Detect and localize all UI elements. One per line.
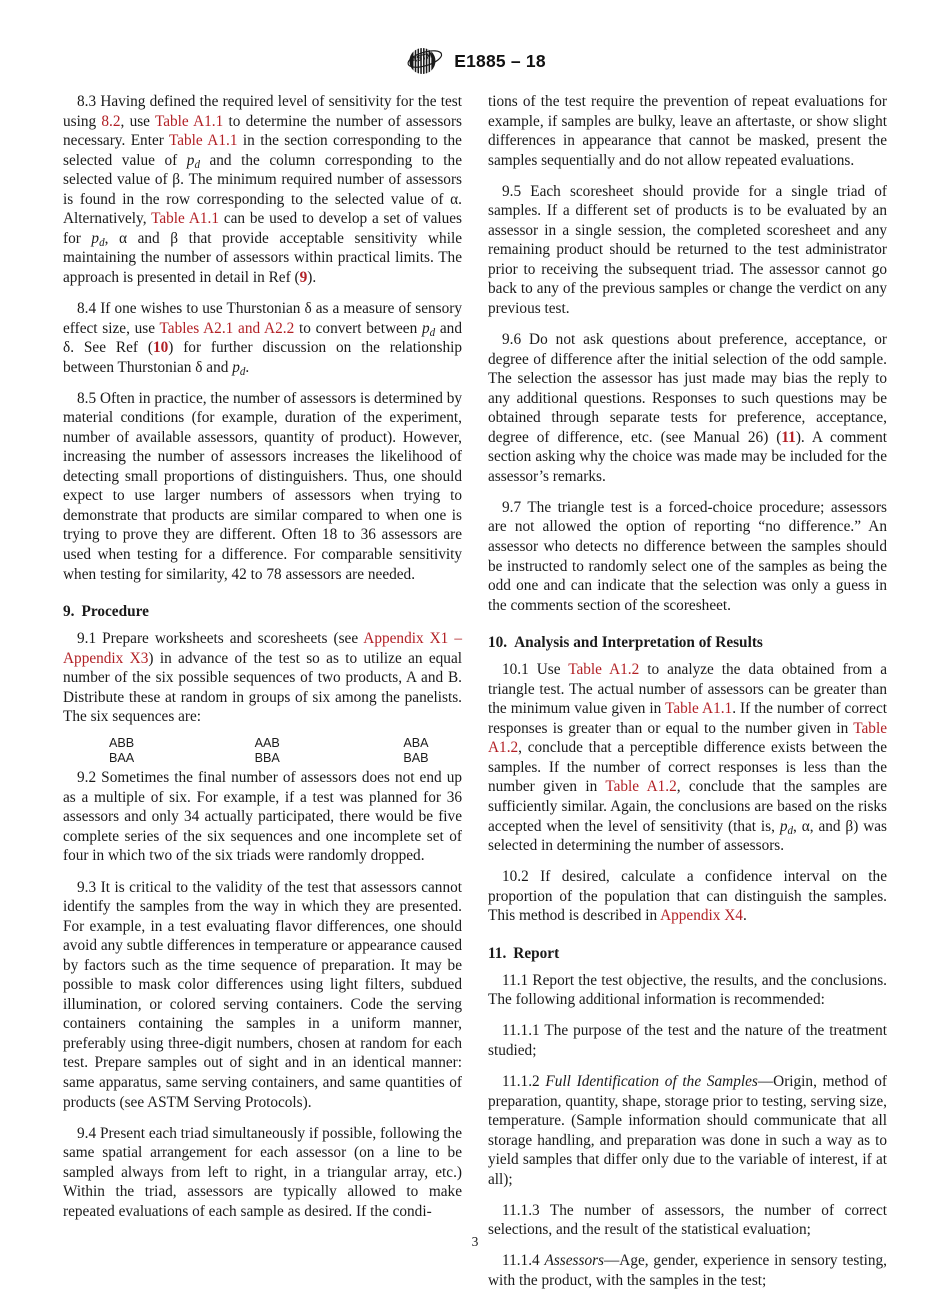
xref-table-a1-1[interactable]: Table A1.1 <box>665 700 733 718</box>
paragraph-11-1-1: 11.1.1 The purpose of the test and the nature of the treatment studied; <box>488 1022 887 1059</box>
section-number: 11. <box>488 944 507 962</box>
sequence-cell: BAB <box>403 751 429 766</box>
svg-text:ASTM: ASTM <box>410 50 434 65</box>
table-row <box>63 736 462 751</box>
text-run: 10.2 If desired, calculate a confidence interval on the proportion of the population that can distinguish the samples. This method is described in <box>488 868 887 925</box>
text-run: , α and β that provide acceptable sensitivity while maintaining the number of assessors within practical limits. The approach is presented in detail in Ref ( <box>63 229 462 286</box>
section-number: 10. <box>488 634 508 652</box>
text-run: and δ. See Ref ( <box>63 319 462 357</box>
text-run: ). <box>307 268 317 286</box>
text-run: —Origin, method of preparation, quantity, shape, storage prior to testing, serving size, temperature. (Sample information should communicate that all storage handling, and preparation was done in such a way as to yield samples that differ only due to the variable of interest, if at all); <box>488 1072 887 1188</box>
paragraph-8-4 <box>63 299 462 377</box>
term-full-identification: Full Identification of the Samples <box>545 1072 758 1090</box>
text-run: , conclude that the samples are sufficiently similar. Again, the conclusions are based on the risks accepted when the level of sensitivity (that is, <box>488 778 887 835</box>
xref-table-a1-2[interactable]: Table A1.2 <box>568 661 640 679</box>
xref-appendix-x1-x3[interactable]: Appendix X1 – Appendix X3 <box>63 630 462 667</box>
sequence-cell: AAB <box>254 735 280 750</box>
xref-table-a1-2[interactable]: Table A1.2 <box>605 778 677 796</box>
sequence-cell: ABB <box>109 735 135 750</box>
xref-ref-10[interactable]: 10 <box>152 339 169 357</box>
text-run: to analyze the data obtained from a triangle test. The actual number of assessors can be greater than the minimum value given in <box>488 661 887 718</box>
text-run: , α, and β) was selected in determining the number of assessors. <box>488 817 887 855</box>
text-run: in the section corresponding to the selected value of <box>63 132 462 169</box>
text-run: 11.1.2 <box>502 1072 546 1090</box>
text-run: 10.1 Use <box>502 661 569 679</box>
variable-pd: p <box>91 229 100 247</box>
section-title: Report <box>513 944 560 962</box>
subscript-d: d <box>429 326 436 339</box>
text-run: to convert between <box>294 319 422 337</box>
paragraph-8-3 <box>63 92 462 287</box>
xref-table-a1-1[interactable]: Table A1.1 <box>154 112 224 130</box>
sequence-table <box>63 736 462 766</box>
variable-pd: p <box>421 319 430 337</box>
text-run: ) for further discussion on the relationship between Thurstonian δ and <box>63 339 462 376</box>
paragraph-9-6 <box>488 330 887 486</box>
section-title: Procedure <box>81 603 149 621</box>
section-heading-11 <box>488 944 887 963</box>
paragraph-8-5: 8.5 Often in practice, the number of assessors is determined by material conditions (for example, duration of the experiment, number of available assessors, quantity of product). However, increasing the number of assessors increases the likelihood of detecting small proportions of distinguishers. Thus, one should expect to use larger numbers of assessors when trying to demonstrate that products are similar compared to when one is trying to prove they are different. Often 18 to 36 assessors are used when testing for a difference. For comparable sensitivity when testing for similarity, 42 to 78 assessors are needed. <box>63 389 462 583</box>
text-run: can be used to develop a set of values for <box>63 210 463 247</box>
variable-pd: p <box>232 358 240 376</box>
text-run: 11.1.4 <box>502 1252 545 1270</box>
subscript-d: d <box>787 824 794 837</box>
paragraph-11-1: 11.1 Report the test objective, the results, and the conclusions. The following additional information is recommended: <box>488 971 887 1009</box>
xref-table-a1-1[interactable]: Table A1.1 <box>168 132 238 150</box>
text-run: ). A comment section asking why the choice was made may be included for the assessor’s remarks. <box>488 428 887 485</box>
sequence-cell: BBA <box>254 751 280 766</box>
variable-pd: p <box>186 151 195 169</box>
text-run: . <box>742 907 747 925</box>
section-heading-10 <box>488 633 887 652</box>
text-run: 9.6 Do not ask questions about preference, acceptance, or degree of difference after the initial selection of the odd sample. The selection the assessor has just made may bias the reply to any additional questions. Responses to such questions may be obtained through separate tests for preference, acceptance, degree of difference, etc. (see Manual 26) ( <box>488 331 887 446</box>
paragraph-9-1 <box>63 629 462 727</box>
text-run: and the column corresponding to the selected value of β. The minimum required number of assessors is found in the row corresponding to the selected value of α. Alternatively, <box>63 151 462 228</box>
xref-tables-a2-1-a2-2[interactable]: Tables A2.1 and A2.2 <box>159 319 295 337</box>
page-number: 3 <box>471 1234 479 1249</box>
text-run: 8.3 Having defined the required level of sensitivity for the test using <box>63 93 462 130</box>
term-assessors: Assessors <box>544 1252 604 1270</box>
paragraph-9-4: 9.4 Present each triad simultaneously if possible, following the same spatial arrangement for each assessor (on a line to be sampled always from left to right, in a triangular array, etc.) Within the triad, assessors are typically allowed to make repeated evaluations of each sample as desired. If the condi- <box>63 1124 462 1220</box>
table-row <box>63 751 462 766</box>
xref-appendix-x4[interactable]: Appendix X4 <box>660 907 743 925</box>
xref-table-a1-2[interactable]: Table A1.2 <box>488 719 887 757</box>
astm-logo-icon <box>404 44 444 78</box>
text-run: —Age, gender, experience in sensory testing, with the product, with the samples in the test; <box>488 1252 888 1289</box>
subscript-d: d <box>239 365 246 378</box>
subscript-d: d <box>99 236 105 249</box>
standard-designation: E1885 – 18 <box>454 50 546 71</box>
section-title: Analysis and Interpretation of Results <box>514 634 763 652</box>
xref-8-2[interactable]: 8.2 <box>101 112 121 130</box>
text-run: to determine the number of assessors necessary. Enter <box>63 112 462 150</box>
page-header <box>0 44 950 78</box>
paragraph-11-1-3: 11.1.3 The number of assessors, the number of correct selections, and the result of the statistical evaluation; <box>488 1201 887 1239</box>
paragraph-9-4-continued: tions of the test require the prevention of repeat evaluations for example, if samples are bulky, leave an aftertaste, or show slight differences in appearance that cannot be masked, present the samples sequentially and do not allow repeated evaluations. <box>488 93 887 169</box>
paragraph-9-3: 9.3 It is critical to the validity of the test that assessors cannot identify the samples from the way in which they are presented. For example, in a test evaluating flavor differences, one should avoid any subtle differences in temperature or appearance caused by factors such as the time sequence of preparation. It may be possible to mask color differences using light filters, subdued illumination, or colored serving containers. Code the serving containers containing the samples in a uniform manner, preferably using three-digit numbers, chosen at random for each test. Prepare samples out of sight and in an identical manner: same apparatus, same serving containers, and same quantities of products (see ASTM Serving Protocols). <box>63 878 462 1111</box>
sequence-cell: ABA <box>403 735 429 750</box>
left-column <box>63 92 462 1290</box>
paragraph-9-7: 9.7 The triangle test is a forced-choice procedure; assessors are not allowed the option of reporting “no difference.” An assessor who detects no difference between the samples should be instructed to randomly select one of the samples as being the odd one and can indicate that the selection was only a guess in the comments section of the scoresheet. <box>488 498 887 614</box>
text-run: , conclude that a perceptible difference exists between the samples. If the number of correct responses is less than the number given in <box>488 739 887 796</box>
subscript-d: d <box>194 158 200 171</box>
text-run: . If the number of correct responses is greater than or equal to the number given in <box>488 700 887 737</box>
xref-ref-9[interactable]: 9 <box>299 268 308 286</box>
paragraph-9-2: 9.2 Sometimes the final number of assessors does not end up as a multiple of six. For example, if a test was planned for 36 assessors and only 34 actually participated, there would be five complete series of the six sequences and one incomplete set of four in which two of the six triads were randomly dropped. <box>63 769 462 865</box>
page-footer <box>0 1234 950 1250</box>
text-run: ) in advance of the test so as to utilize an equal number of the six possible sequences of two products, A and B. Distribute these at random in groups of six among the panelists. The six sequences are: <box>63 649 462 726</box>
text-run: . <box>245 358 250 376</box>
xref-table-a1-1[interactable]: Table A1.1 <box>151 210 219 228</box>
variable-pd: p <box>779 817 788 835</box>
body-columns <box>63 92 887 1290</box>
paragraph-10-1 <box>488 660 887 855</box>
section-number: 9. <box>63 603 75 621</box>
paragraph-11-1-2 <box>488 1072 887 1189</box>
xref-ref-11[interactable]: 11 <box>781 428 796 446</box>
text-run: , use <box>120 112 155 130</box>
right-column <box>488 92 887 1290</box>
paragraph-11-1-4 <box>488 1251 887 1290</box>
paragraph-10-2 <box>488 867 887 926</box>
sequence-cell: BAA <box>109 751 135 766</box>
section-heading-9 <box>63 602 462 621</box>
text-run: 8.4 If one wishes to use Thurstonian δ as a measure of sensory effect size, use <box>63 299 462 337</box>
text-run: 9.1 Prepare worksheets and scoresheets (see <box>77 630 364 648</box>
paragraph-9-5: 9.5 Each scoresheet should provide for a single triad of samples. If a different set of products is to be evaluated by an assessor in a single session, the completed scoresheet and any remaining product should be returned to the test administrator prior to receiving the subsequent triad. The assessor cannot go back to any of the previous samples or change the verdict on any previous test. <box>488 182 887 317</box>
